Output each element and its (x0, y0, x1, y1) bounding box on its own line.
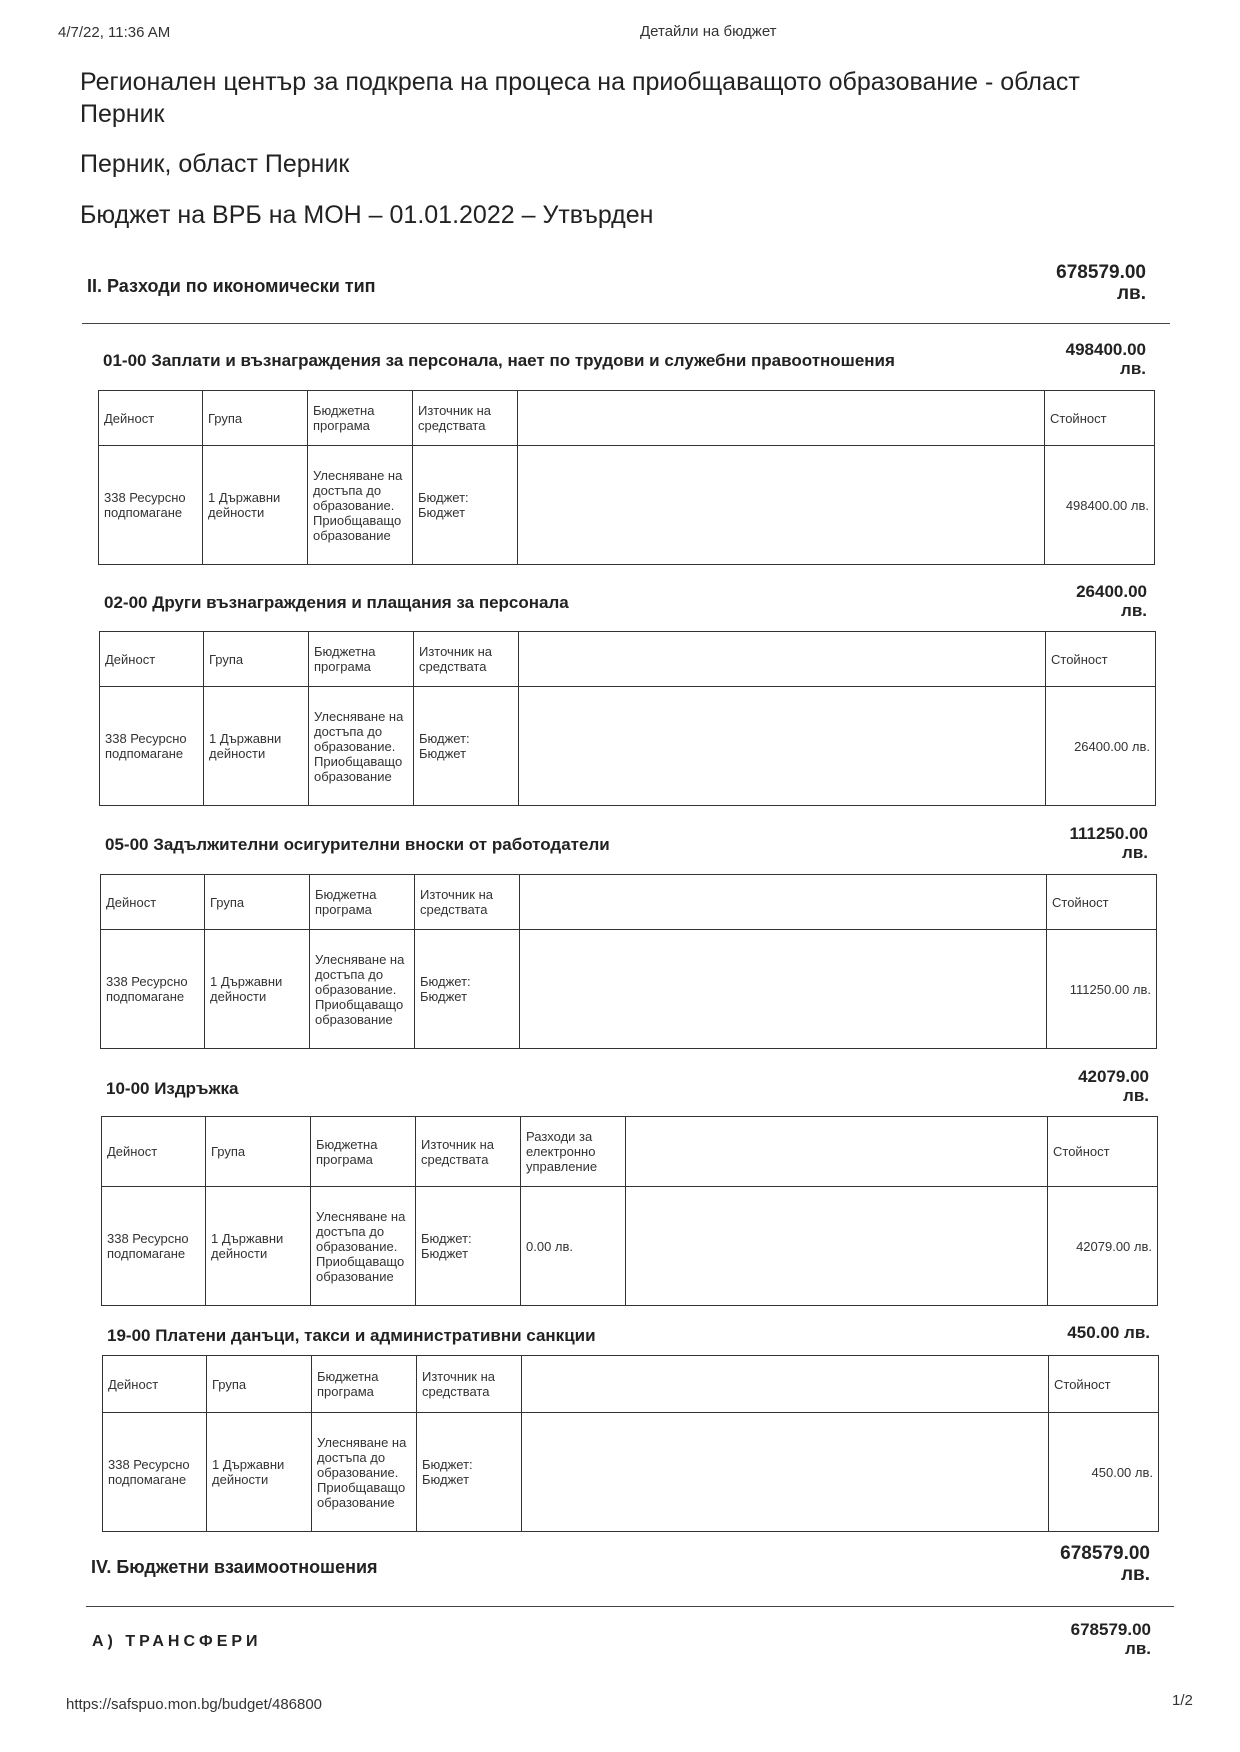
item-19-table (102, 1355, 1159, 1532)
print-date: 4/7/22, 11:36 AM (58, 24, 171, 41)
cell-empty (626, 1187, 1048, 1306)
section-iv-amount: 678579.00 лв. (1060, 1543, 1150, 1585)
col-egov: Разходи за електронно управление (521, 1117, 626, 1187)
col-group: Група (204, 632, 309, 687)
cell-group: 1 Държавни дейности (204, 687, 309, 806)
cell-source: Бюджет: Бюджет (413, 446, 518, 565)
cell-group: 1 Държавни дейности (206, 1187, 311, 1306)
print-title: Детайли на бюджет (640, 23, 777, 40)
col-activity: Дейност (102, 1117, 206, 1187)
cell-empty (522, 1413, 1049, 1532)
footer-url: https://safspuo.mon.bg/budget/486800 (66, 1696, 323, 1713)
item-01-label: 01-00 Заплати и възнаграждения за персонала, нает по трудови и служебни правоотношения (103, 351, 895, 370)
location: Перник, област Перник (80, 150, 350, 178)
item-02-label: 02-00 Други възнаграждения и плащания за персонала (104, 593, 569, 612)
cell-activity: 338 Ресурсно подпомагане (100, 687, 204, 806)
col-activity: Дейност (99, 391, 203, 446)
cell-egov: 0.00 лв. (521, 1187, 626, 1306)
item-19-amount: 450.00 лв. (1067, 1323, 1150, 1342)
col-value: Стойност (1047, 875, 1157, 930)
organization-name: Регионален център за подкрепа на процеса на приобщаващото образование - област Перник (80, 68, 1080, 128)
cell-group: 1 Държавни дейности (203, 446, 308, 565)
col-value: Стойност (1045, 391, 1155, 446)
cell-activity: 338 Ресурсно подпомагане (99, 446, 203, 565)
page-number: 1/2 (1172, 1692, 1193, 1709)
table-row (99, 446, 1155, 565)
cell-value: 111250.00 лв. (1047, 930, 1157, 1049)
table-row (102, 1187, 1158, 1306)
col-source: Източник на средствата (413, 391, 518, 446)
transfers-label: А) ТРАНСФЕРИ (92, 1633, 262, 1650)
cell-group: 1 Държавни дейности (205, 930, 310, 1049)
table-row (103, 1413, 1159, 1532)
col-empty (519, 632, 1046, 687)
cell-empty (518, 446, 1045, 565)
section-iv-label: IV. Бюджетни взаимоотношения (91, 1557, 378, 1577)
col-program: Бюджетна програма (311, 1117, 416, 1187)
cell-empty (520, 930, 1047, 1049)
item-01-amount: 498400.00 лв. (1065, 340, 1146, 378)
cell-value: 450.00 лв. (1049, 1413, 1159, 1532)
col-empty (520, 875, 1047, 930)
col-source: Източник на средствата (416, 1117, 521, 1187)
cell-source: Бюджет: Бюджет (416, 1187, 521, 1306)
section-ii-label: II. Разходи по икономически тип (87, 276, 376, 296)
cell-program: Улесняване на достъпа до образование. Приобщаващо образование (309, 687, 414, 806)
col-source: Източник на средствата (415, 875, 520, 930)
section-divider (86, 1606, 1174, 1607)
cell-value: 498400.00 лв. (1045, 446, 1155, 565)
col-group: Група (205, 875, 310, 930)
item-10-label: 10-00 Издръжка (106, 1079, 239, 1098)
col-value: Стойност (1046, 632, 1156, 687)
item-05-table (100, 874, 1157, 1049)
col-value: Стойност (1048, 1117, 1158, 1187)
item-05-label: 05-00 Задължителни осигурителни вноски от работодатели (105, 835, 610, 854)
cell-group: 1 Държавни дейности (207, 1413, 312, 1532)
item-19-label: 19-00 Платени данъци, такси и административни санкции (107, 1326, 596, 1345)
col-source: Източник на средствата (417, 1356, 522, 1413)
col-program: Бюджетна програма (310, 875, 415, 930)
item-05-amount: 111250.00 лв. (1069, 824, 1148, 862)
transfers-amount: 678579.00 лв. (1070, 1620, 1151, 1658)
table-header-row (100, 632, 1156, 687)
col-group: Група (203, 391, 308, 446)
col-activity: Дейност (100, 632, 204, 687)
cell-activity: 338 Ресурсно подпомагане (103, 1413, 207, 1532)
cell-program: Улесняване на достъпа до образование. Приобщаващо образование (310, 930, 415, 1049)
col-empty (518, 391, 1045, 446)
col-activity: Дейност (101, 875, 205, 930)
col-program: Бюджетна програма (309, 632, 414, 687)
table-header-row (101, 875, 1157, 930)
cell-empty (519, 687, 1046, 806)
item-01-table (98, 390, 1155, 565)
cell-source: Бюджет: Бюджет (414, 687, 519, 806)
section-ii-amount: 678579.00 лв. (1056, 262, 1146, 304)
col-source: Източник на средствата (414, 632, 519, 687)
table-header-row (102, 1117, 1158, 1187)
cell-activity: 338 Ресурсно подпомагане (102, 1187, 206, 1306)
table-header-row (99, 391, 1155, 446)
table-header-row (103, 1356, 1159, 1413)
budget-title: Бюджет на ВРБ на МОН – 01.01.2022 – Утвърден (80, 201, 654, 229)
item-10-table (101, 1116, 1158, 1306)
cell-value: 26400.00 лв. (1046, 687, 1156, 806)
col-empty (522, 1356, 1049, 1413)
cell-program: Улесняване на достъпа до образование. Приобщаващо образование (308, 446, 413, 565)
cell-source: Бюджет: Бюджет (417, 1413, 522, 1532)
table-row (101, 930, 1157, 1049)
cell-source: Бюджет: Бюджет (415, 930, 520, 1049)
item-02-amount: 26400.00 лв. (1076, 582, 1147, 620)
cell-program: Улесняване на достъпа до образование. Приобщаващо образование (311, 1187, 416, 1306)
col-group: Група (206, 1117, 311, 1187)
col-activity: Дейност (103, 1356, 207, 1413)
col-group: Група (207, 1356, 312, 1413)
cell-activity: 338 Ресурсно подпомагане (101, 930, 205, 1049)
item-02-table (99, 631, 1156, 806)
cell-value: 42079.00 лв. (1048, 1187, 1158, 1306)
table-row (100, 687, 1156, 806)
col-program: Бюджетна програма (308, 391, 413, 446)
col-value: Стойност (1049, 1356, 1159, 1413)
col-program: Бюджетна програма (312, 1356, 417, 1413)
section-divider (82, 323, 1170, 324)
cell-program: Улесняване на достъпа до образование. Приобщаващо образование (312, 1413, 417, 1532)
item-10-amount: 42079.00 лв. (1078, 1067, 1149, 1105)
col-empty (626, 1117, 1048, 1187)
